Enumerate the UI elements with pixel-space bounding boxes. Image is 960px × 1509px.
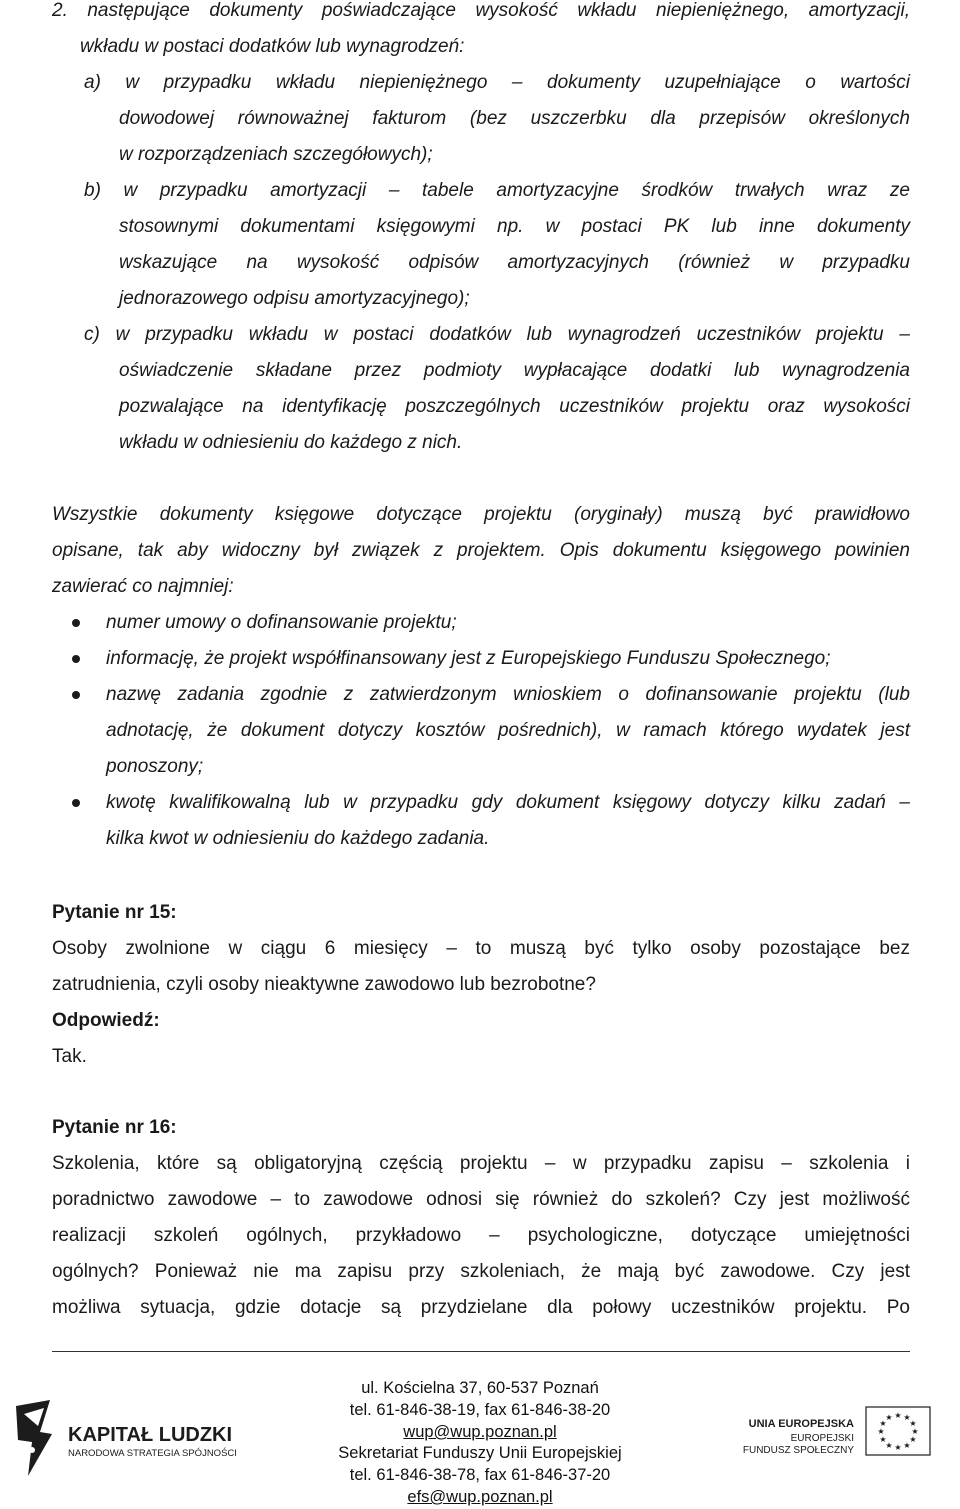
bullet-icon: [72, 691, 80, 699]
footer-phone-1: tel. 61-846-38-19, fax 61-846-38-20: [349, 1401, 611, 1419]
question-15-line-1: Osoby zwolnione w ciągu 6 miesięcy – to muszą być tylko osoby pozostające bez: [52, 938, 910, 959]
svg-text:★: ★: [909, 1419, 917, 1428]
item-c-line-4: wkładu w odniesieniu do każdego z nich.: [119, 432, 463, 453]
svg-text:★: ★: [879, 1419, 887, 1428]
bullet-icon: [72, 799, 80, 807]
question-16-line-3: realizacji szkoleń ogólnych, przykładowo – psychologiczne, dotyczące umiejętności: [52, 1225, 910, 1246]
footer-email-1[interactable]: wup@wup.poznan.pl: [403, 1423, 557, 1441]
documents-bullet-4-line-1: kwotę kwalifikowalną lub w przypadku gdy dokument księgowy dotyczy kilku zadań –: [106, 792, 910, 813]
bullet-icon: [72, 655, 80, 663]
item-b-line-1: b) w przypadku amortyzacji – tabele amortyzacyjne środków trwałych wraz ze: [84, 180, 910, 201]
question-16-heading: Pytanie nr 16:: [52, 1117, 177, 1138]
svg-text:FUNDUSZ SPOŁECZNY: FUNDUSZ SPOŁECZNY: [742, 1445, 854, 1456]
eu-flag-icon: [730, 1398, 952, 1480]
eu-efs-logo: [730, 1398, 952, 1480]
svg-text:★: ★: [894, 1411, 902, 1420]
item-c-line-1: c) w przypadku wkładu w postaci dodatków lub wynagrodzeń uczestników projektu –: [84, 324, 910, 345]
documents-bullet-1: numer umowy o dofinansowanie projektu;: [106, 612, 457, 633]
kapital-ludzki-logo: [10, 1398, 240, 1480]
item-b-line-3: wskazujące na wysokość odpisów amortyzacyjnych (również w przypadku: [119, 252, 910, 273]
documents-bullet-3-line-1: nazwę zadania zgodnie z zatwierdzonym wnioskiem o dofinansowanie projektu (lub: [106, 684, 910, 705]
bullet-icon: [72, 619, 80, 627]
question-16-line-5: możliwa sytuacja, gdzie dotacje są przydzielane dla połowy uczestników projektu. Po: [52, 1297, 910, 1318]
item-a-line-3: w rozporządzeniach szczegółowych);: [119, 144, 433, 165]
svg-text:EUROPEJSKI: EUROPEJSKI: [790, 1433, 854, 1444]
documents-para-line-2: opisane, tak aby widoczny był związek z projektem. Opis dokumentu księgowego powinien: [52, 540, 910, 561]
svg-text:★: ★: [894, 1443, 902, 1452]
documents-para-line-1: Wszystkie dokumenty księgowe dotyczące projektu (oryginały) muszą być prawidłowo: [52, 504, 910, 525]
item-c-line-3: pozwalające na identyfikację poszczególnych uczestników projektu oraz wysokości: [119, 396, 910, 417]
svg-text:★: ★: [911, 1427, 919, 1436]
answer-15-heading: Odpowiedź:: [52, 1010, 160, 1031]
documents-bullet-2: informację, że projekt współfinansowany jest z Europejskiego Funduszu Społecznego;: [106, 648, 831, 669]
footer-department: Sekretariat Funduszy Unii Europejskiej: [338, 1444, 622, 1462]
question-16-line-4: ogólnych? Ponieważ nie ma zapisu przy szkoleniach, że mają być zawodowe. Czy jest: [52, 1261, 910, 1282]
svg-text:★: ★: [885, 1441, 893, 1450]
svg-text:★: ★: [877, 1427, 885, 1436]
documents-bullet-3-line-3: ponoszony;: [106, 756, 204, 777]
question-15-line-2: zatrudnienia, czyli osoby nieaktywne zawodowo lub bezrobotne?: [52, 974, 596, 995]
item-a-line-2: dowodowej równoważnej fakturom (bez uszczerbku dla przepisów określonych: [119, 108, 910, 129]
answer-15-text: Tak.: [52, 1046, 87, 1067]
documents-bullet-4-line-2: kilka kwot w odniesieniu do każdego zadania.: [106, 828, 490, 849]
item-2-line-1: 2. następujące dokumenty poświadczające wysokość wkładu niepieniężnego, amortyzacji,: [52, 0, 910, 21]
item-b-line-4: jednorazowego odpisu amortyzacyjnego);: [119, 288, 470, 309]
kapital-ludzki-emblem-icon: [10, 1398, 240, 1480]
svg-text:★: ★: [879, 1435, 887, 1444]
question-16-line-1: Szkolenia, które są obligatoryjną częścią projektu – w przypadku zapisu – szkolenia i: [52, 1153, 910, 1174]
item-2-line-2: wkładu w postaci dodatków lub wynagrodzeń:: [80, 36, 465, 57]
item-a-line-1: a) w przypadku wkładu niepieniężnego – dokumenty uzupełniające o wartości: [84, 72, 910, 93]
svg-text:★: ★: [903, 1413, 911, 1422]
svg-text:UNIA EUROPEJSKA: UNIA EUROPEJSKA: [748, 1418, 854, 1430]
footer-phone-2: tel. 61-846-38-78, fax 61-846-37-20: [349, 1466, 611, 1484]
documents-bullet-3-line-2: adnotację, że dokument dotyczy kosztów pośrednich), w ramach którego wydatek jest: [106, 720, 910, 741]
footer-address: ul. Kościelna 37, 60-537 Poznań: [361, 1379, 599, 1397]
item-c-line-2: oświadczenie składane przez podmioty wypłacające dodatki lub wynagrodzenia: [119, 360, 910, 381]
documents-para-line-3: zawierać co najmniej:: [52, 576, 234, 597]
item-b-line-2: stosownymi dokumentami księgowymi np. w postaci PK lub inne dokumenty: [119, 216, 910, 237]
question-16-line-2: poradnictwo zawodowe – to zawodowe odnosi się również do szkoleń? Czy jest możliwość: [52, 1189, 910, 1210]
svg-text:NARODOWA STRATEGIA SPÓJNOŚCI: NARODOWA STRATEGIA SPÓJNOŚCI: [68, 1448, 237, 1459]
svg-text:★: ★: [885, 1413, 893, 1422]
footer-divider: [52, 1351, 910, 1352]
svg-text:★: ★: [903, 1441, 911, 1450]
svg-text:★: ★: [909, 1435, 917, 1444]
svg-text:KAPITAŁ LUDZKI: KAPITAŁ LUDZKI: [68, 1424, 233, 1446]
footer-email-2[interactable]: efs@wup.poznan.pl: [407, 1488, 553, 1506]
question-15-heading: Pytanie nr 15:: [52, 902, 177, 923]
